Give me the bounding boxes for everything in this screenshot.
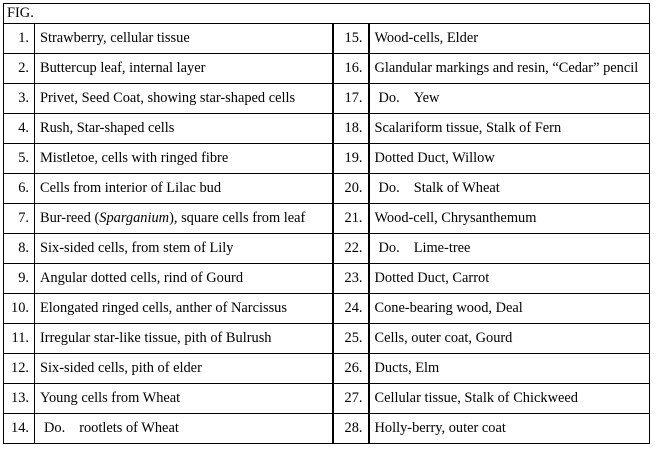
table-row: [4, 384, 650, 414]
table-row: [4, 264, 650, 294]
left-figure-description: Young cells from Wheat: [35, 384, 333, 414]
table-row: [4, 114, 650, 144]
figure-index: [3, 3, 649, 444]
right-figure-number: 26.: [333, 354, 369, 384]
table-row: [4, 294, 650, 324]
right-figure-description: Dotted Duct, Willow: [369, 144, 650, 174]
right-figure-number: 15.: [333, 24, 369, 54]
table-row: [4, 324, 650, 354]
right-figure-description: Scalariform tissue, Stalk of Fern: [369, 114, 650, 144]
description-text: Yew: [413, 90, 440, 107]
table-row: [4, 174, 650, 204]
right-figure-description: Wood-cell, Chrysanthemum: [369, 204, 650, 234]
table-row: [4, 54, 650, 84]
left-figure-number: 2.: [4, 54, 35, 84]
ditto-mark: Do.: [44, 420, 66, 437]
description-italic-genus: Sparganium: [99, 210, 170, 227]
table-row: [4, 234, 650, 264]
table-row: [4, 354, 650, 384]
description-text: rootlets of Wheat: [79, 420, 179, 437]
right-figure-description: [369, 234, 650, 264]
left-figure-description: Irregular star-like tissue, pith of Bulrush: [35, 324, 333, 354]
right-figure-number: 18.: [333, 114, 369, 144]
left-figure-number: 3.: [4, 84, 35, 114]
right-figure-number: 16.: [333, 54, 369, 84]
table-row: [4, 24, 650, 54]
left-figure-number: 10.: [4, 294, 35, 324]
left-figure-description: Cells from interior of Lilac bud: [35, 174, 333, 204]
table-row: [4, 414, 650, 444]
right-figure-description: [369, 84, 650, 114]
right-figure-number: 20.: [333, 174, 369, 204]
right-figure-number: 28.: [333, 414, 369, 444]
right-figure-description: Glandular markings and resin, “Cedar” pencil: [369, 54, 650, 84]
left-figure-number: 1.: [4, 24, 35, 54]
description-text: Lime-tree: [413, 240, 471, 257]
description-text: Stalk of Wheat: [413, 180, 500, 197]
right-figure-description: Cone-bearing wood, Deal: [369, 294, 650, 324]
left-figure-description: Buttercup leaf, internal layer: [35, 54, 333, 84]
right-figure-number: 24.: [333, 294, 369, 324]
table-row: [4, 144, 650, 174]
left-figure-description: Elongated ringed cells, anther of Narcissus: [35, 294, 333, 324]
ditto-mark: Do.: [378, 180, 400, 197]
right-figure-number: 25.: [333, 324, 369, 354]
left-figure-description: [35, 204, 333, 234]
right-figure-number: 19.: [333, 144, 369, 174]
right-figure-description: Wood-cells, Elder: [369, 24, 650, 54]
left-figure-number: 5.: [4, 144, 35, 174]
right-figure-number: 17.: [333, 84, 369, 114]
left-figure-description: Six-sided cells, pith of elder: [35, 354, 333, 384]
right-figure-number: 21.: [333, 204, 369, 234]
right-figure-number: 22.: [333, 234, 369, 264]
left-figure-description: Mistletoe, cells with ringed fibre: [35, 144, 333, 174]
table-row: [4, 204, 650, 234]
right-figure-description: Dotted Duct, Carrot: [369, 264, 650, 294]
left-figure-number: 8.: [4, 234, 35, 264]
right-figure-description: [369, 174, 650, 204]
table-row: [4, 84, 650, 114]
left-figure-number: 14.: [4, 414, 35, 444]
description-text-before: Bur-reed (: [40, 210, 100, 227]
left-figure-number: 9.: [4, 264, 35, 294]
right-figure-description: Cellular tissue, Stalk of Chickweed: [369, 384, 650, 414]
left-figure-number: 12.: [4, 354, 35, 384]
ditto-mark: Do.: [378, 240, 400, 257]
right-figure-description: Ducts, Elm: [369, 354, 650, 384]
left-figure-description: Six-sided cells, from stem of Lily: [35, 234, 333, 264]
left-figure-number: 6.: [4, 174, 35, 204]
left-figure-description: [35, 414, 333, 444]
description-text-after: ), square cells from leaf: [169, 210, 306, 227]
fig-header-label: FIG.: [4, 4, 35, 24]
figure-index-table: [3, 3, 650, 444]
header-row: [4, 4, 650, 24]
left-figure-description: Angular dotted cells, rind of Gourd: [35, 264, 333, 294]
right-figure-number: 23.: [333, 264, 369, 294]
left-figure-number: 11.: [4, 324, 35, 354]
right-figure-number: 27.: [333, 384, 369, 414]
left-figure-number: 13.: [4, 384, 35, 414]
left-figure-description: Strawberry, cellular tissue: [35, 24, 333, 54]
header-blank: [35, 4, 650, 24]
left-figure-description: Privet, Seed Coat, showing star-shaped cells: [35, 84, 333, 114]
right-figure-description: Cells, outer coat, Gourd: [369, 324, 650, 354]
left-figure-number: 7.: [4, 204, 35, 234]
left-figure-description: Rush, Star-shaped cells: [35, 114, 333, 144]
right-figure-description: Holly-berry, outer coat: [369, 414, 650, 444]
ditto-mark: Do.: [378, 90, 400, 107]
left-figure-number: 4.: [4, 114, 35, 144]
